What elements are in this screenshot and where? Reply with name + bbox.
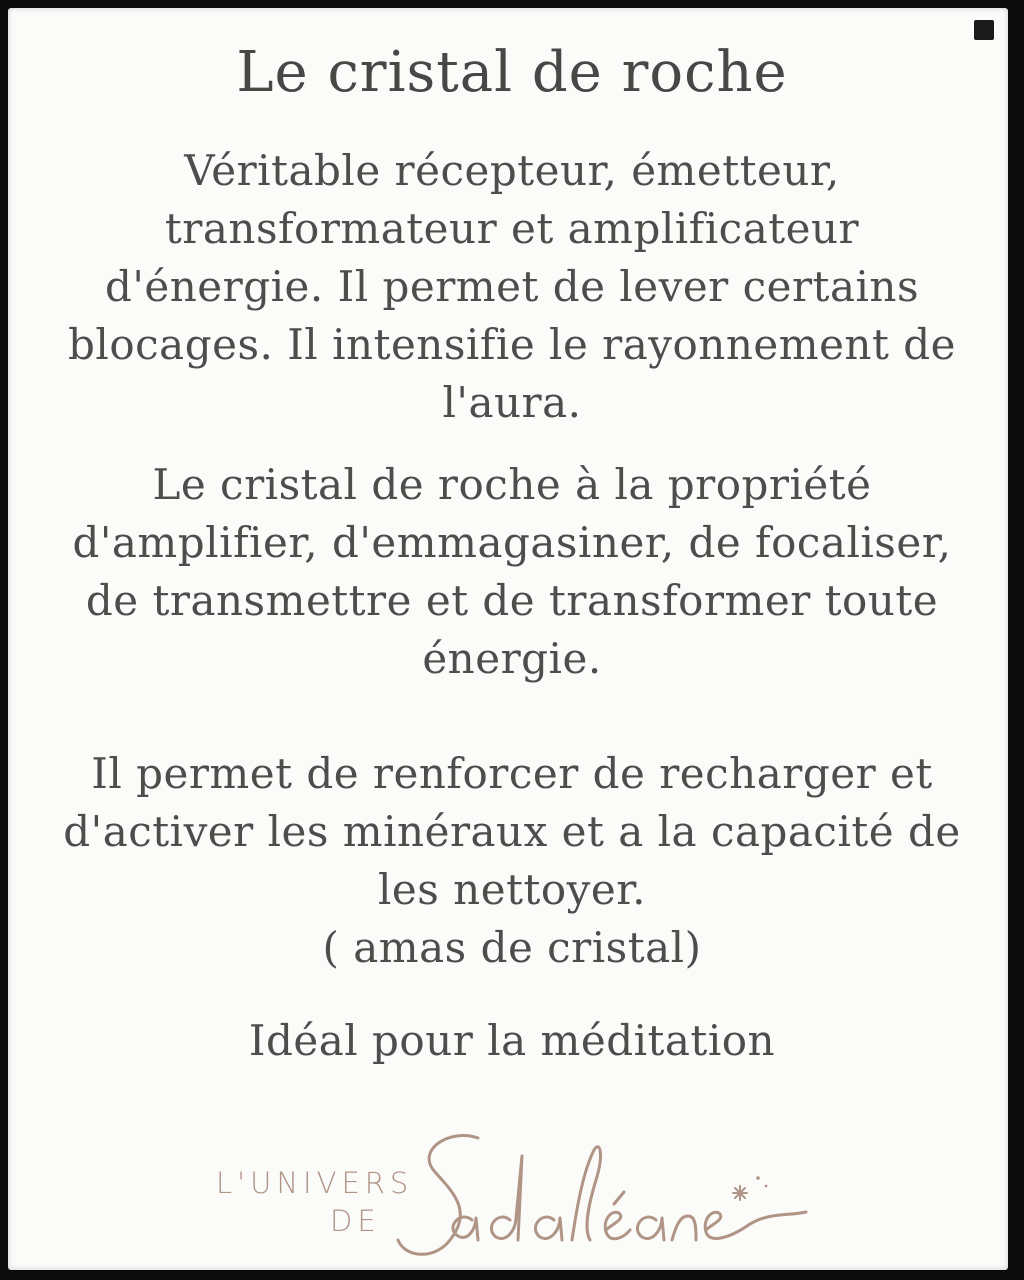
paragraph-properties — [20, 456, 1004, 688]
text-line: les nettoyer. — [377, 865, 647, 914]
text-line: d'amplifier, d'emmagasiner, de focaliser, — [72, 518, 952, 567]
text-line: d'activer les minéraux et a la capacité de — [63, 807, 961, 856]
text-line: d'énergie. Il permet de lever certains — [104, 262, 920, 311]
text-line: Le cristal de roche à la propriété — [152, 460, 872, 509]
logo-text-line1: L'UNIVERS — [216, 1166, 414, 1200]
text-line: Idéal pour la méditation — [248, 1016, 776, 1065]
text-line: ( amas de cristal) — [322, 923, 702, 972]
logo-text-line2: DE — [330, 1204, 381, 1238]
text-line: Il permet de renforcer de recharger et — [91, 749, 933, 798]
paragraph-recharge — [20, 745, 1004, 977]
text-line: de transmettre et de transformer toute — [85, 576, 939, 625]
corner-mark — [974, 20, 994, 40]
paragraph-meditation — [20, 1012, 1004, 1070]
text-line: énergie. — [422, 634, 602, 683]
script-signature-icon — [210, 1120, 810, 1270]
text-line: l'aura. — [442, 378, 582, 427]
text-line: transformateur et amplificateur — [164, 204, 860, 253]
page-title: Le cristal de roche — [236, 40, 788, 105]
brand-logo — [210, 1120, 810, 1270]
paragraph-description — [20, 142, 1004, 432]
text-line: Véritable récepteur, émetteur, — [184, 146, 840, 195]
text-line: blocages. Il intensifie le rayonnement de — [68, 320, 956, 369]
